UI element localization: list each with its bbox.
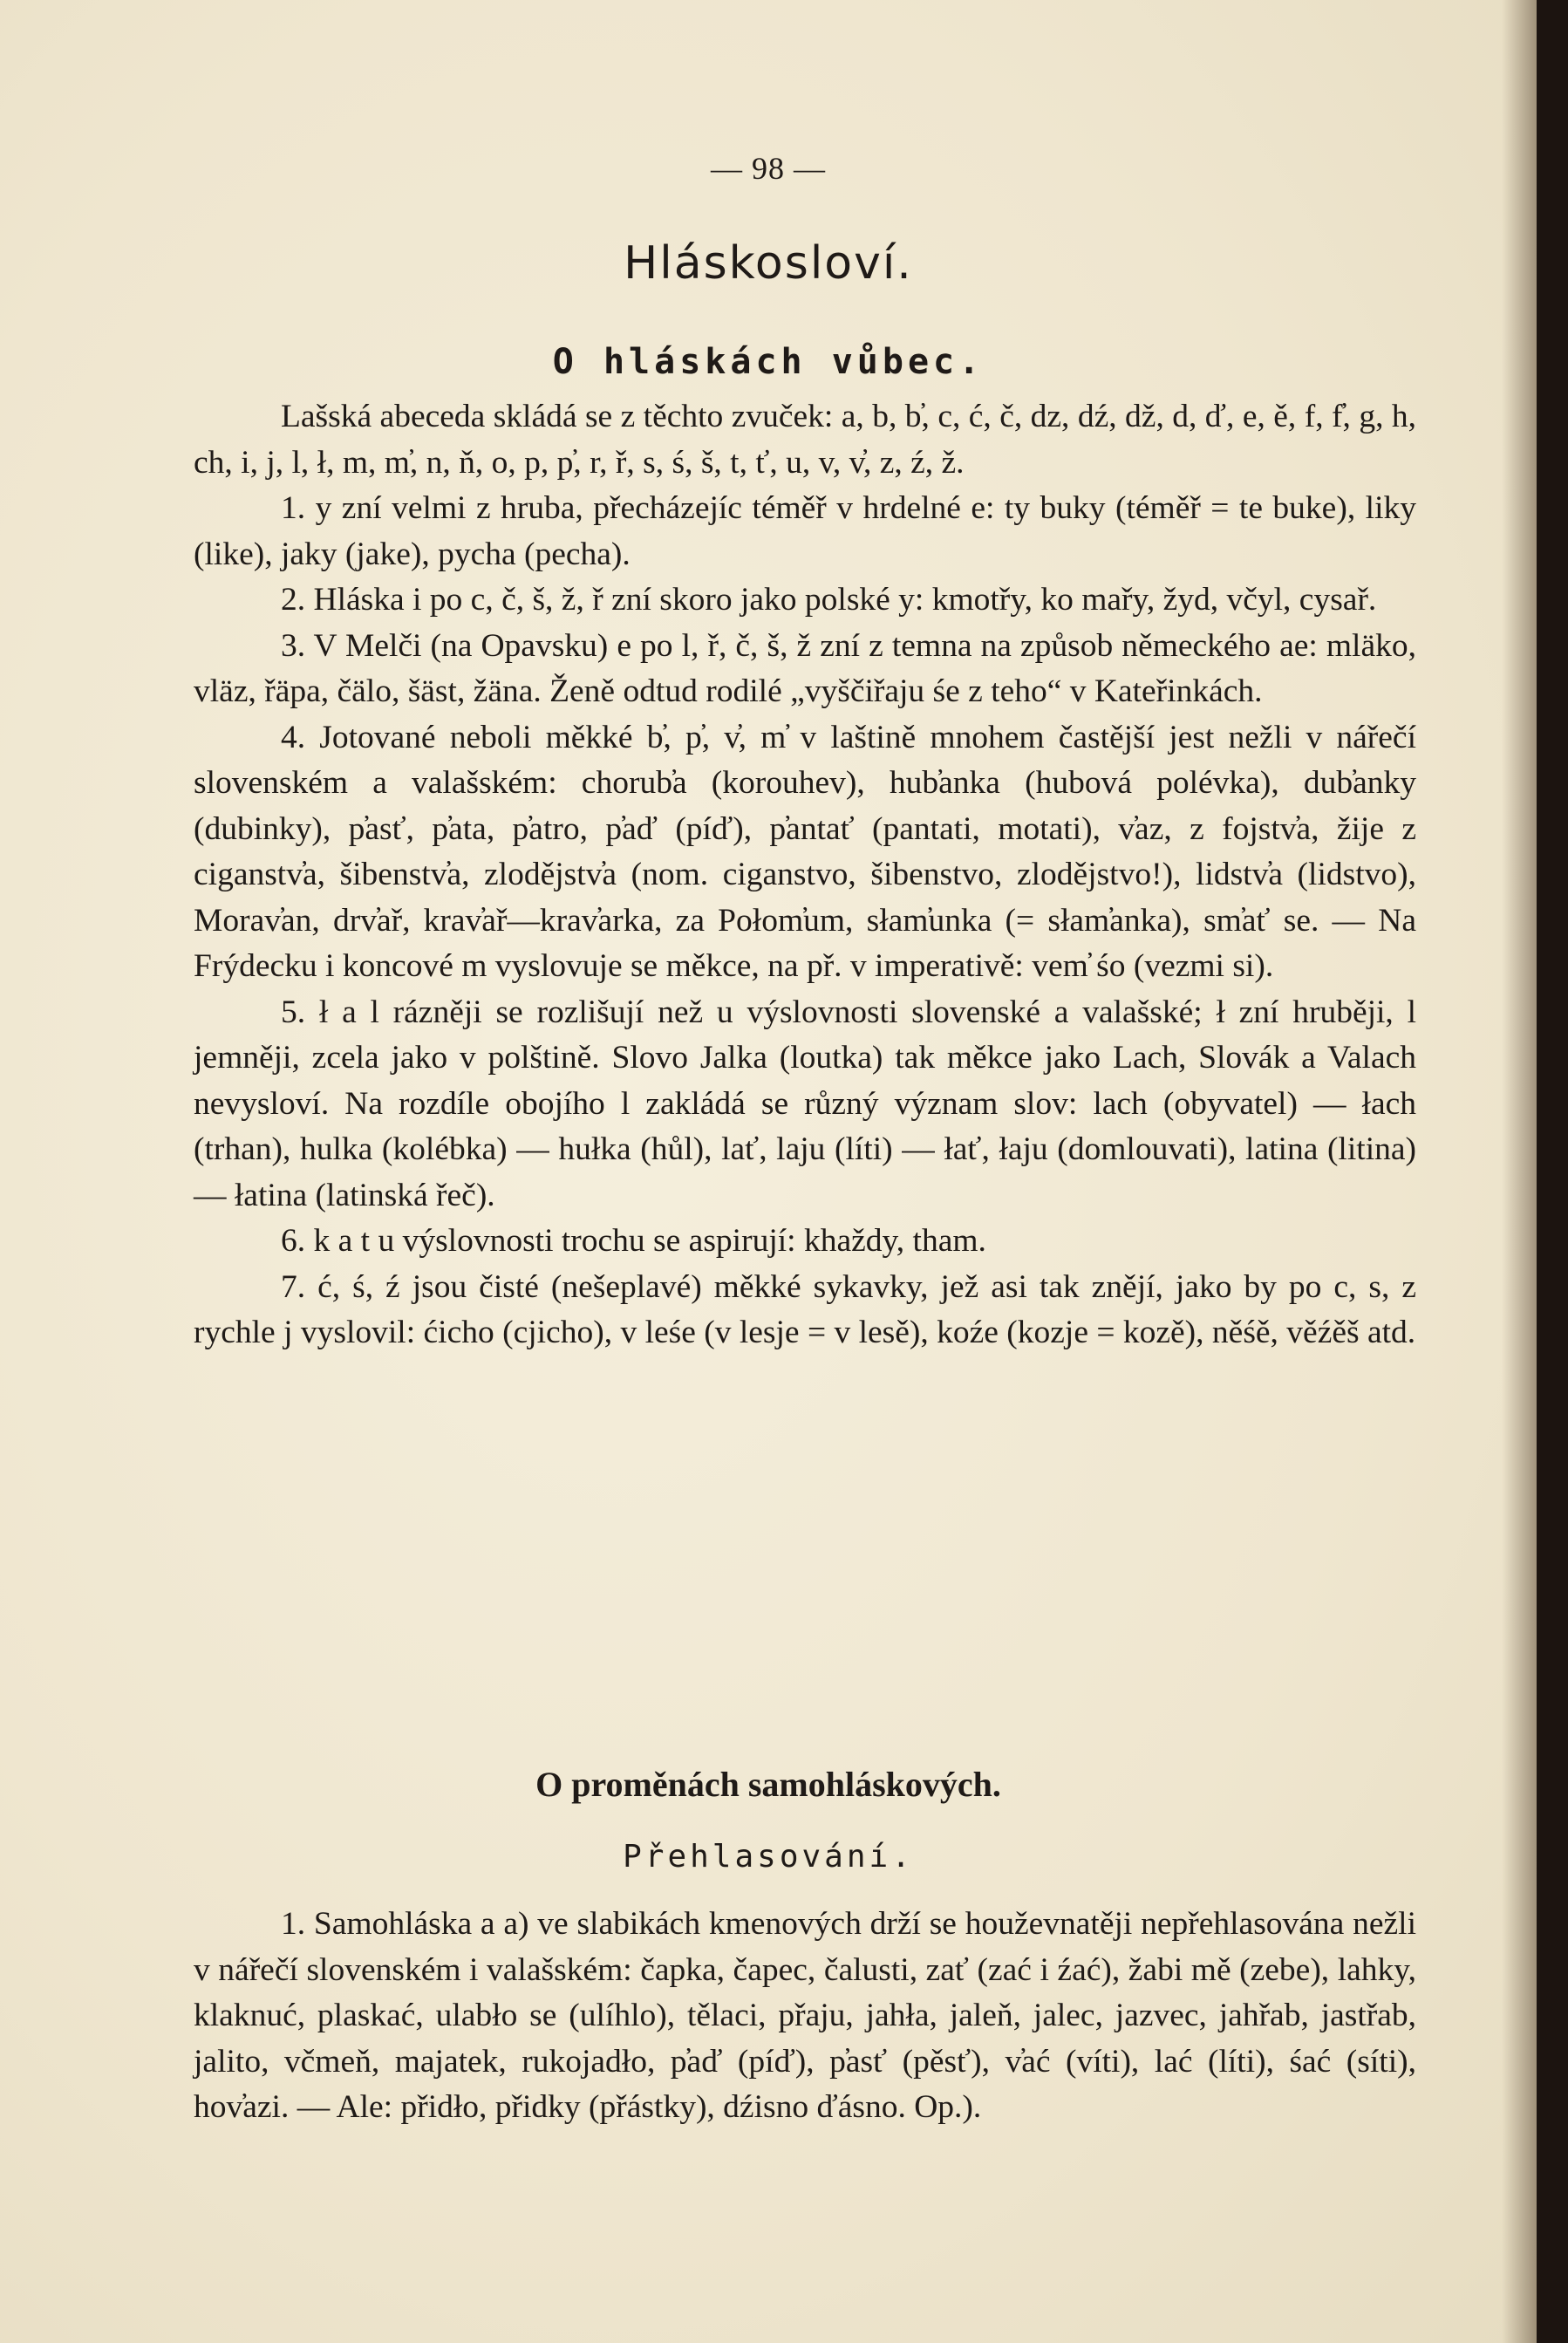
paragraph-2-1: 1. Samohláska a a) ve slabikách kmenových drží se houževnatěji nepřehlasována nežli v nářečí slovenském i valašském: čapka, čapec, čalusti, zať (zać i źać), žabi mě (zebe), lahky, klaknuć, plaskać, ulabło se (ulíhlo), tělaci, přaju, jahła, jaleň, jalec, jazvec, jahřab, jastřab, jalito, včmeň, majatek, rukojadło, p̕aď (píď), p̕asť (pěsť), v̕ać (víti), lać (líti), śać (síti), hov̕azi. — Ale: přidło, přidky (přástky), dźisno ďásno. Op.).	[194, 1906, 1416, 2125]
paragraph-6: 6. k a t u výslovnosti trochu se aspirují: khaždy, tham.	[281, 1223, 986, 1259]
section-title-2: O proměnách samohláskových.	[535, 1765, 1001, 1804]
paragraph-3: 3. V Melči (na Opavsku) e po l, ř, č, š, ž zní z temna na způsob německého ae: mläko, vläz, řäpa, čälo, šäst, žäna. Ženě odtud rodilé „vyščiřaju śe z teho“ v Kateřinkách.	[194, 627, 1416, 709]
body-text-section-2	[194, 1902, 1416, 2131]
paragraph-5: 5. ł a l rázněji se rozlišují než u výslovnosti slovenské a valašské; ł zní hruběji, l jemněji, zcela jako v polštině. Slovo Jalka (loutka) tak měkce jako Lach, Slovák a Valach nevysloví. Na rozdíle obojího l zakládá se různý význam slov: lach (obyvatel) — łach (trhan), hulka (kolébka) — hułka (hůl), lať, laju (líti) — łať, łaju (domlouvati), latina (litina) — łatina (latinská řeč).	[194, 994, 1416, 1213]
paragraph-1: 1. y zní velmi z hruba, přecházejíc téměř v hrdelné e: ty buky (téměř = te buke), liky (like), jaky (jake), pycha (pecha).	[194, 490, 1416, 572]
chapter-title: Hláskosloví.	[624, 237, 913, 290]
paragraph-4: 4. Jotované neboli měkké b̕, p̕, v̕, m̕ v laštině mnohem častější jest nežli v nářečí slovenském a valašském: chorub̕a (korouhev), hub̕anka (hubová polévka), dub̕anky (dubinky), p̕asť, p̕ata, p̕atro, p̕aď (píď), p̕antať (pantati, motati), v̕az, z fojstv̕a, žije z ciganstv̕a, šibenstv̕a, zlodějstv̕a (nom. ciganstvo, šibenstvo, zlodějstvo!), lidstv̕a (lidstvo), Morav̕an, drv̕ař, krav̕ař—krav̕arka, za Połom̕um, słam̕unka (= słam̕anka), sm̕ať se. — Na Frýdecku i koncové m vyslovuje se měkce, na př. v imperativě: vem̕ śo (vezmi si).	[194, 719, 1416, 984]
page-number: — 98 —	[711, 151, 826, 186]
subsection-title: Přehlasování.	[623, 1839, 914, 1875]
paragraph-7: 7. ć, ś, ź jsou čisté (nešeplavé) měkké sykavky, jež asi tak znějí, jako by po c, s, z rychle j vyslovil: ćicho (cjicho), v leśe (v lesje = v lesě), koźe (kozje = kozě), něśě, věźěš atd.	[194, 1268, 1416, 1350]
paragraph-alphabet: Lašská abeceda skládá se z těchto zvuček: a, b, b̕, c, ć, č, dz, dź, dž, d, ď, e, ě, f, f̕, g, h, ch, i, j, l, ł, m, m̕, n, ň, o, p, p̕, r, ř, s, ś, š, t, ť, u, v, v̕, z, ź, ž.	[194, 399, 1416, 481]
section-title: O hláskách vůbec.	[552, 342, 985, 382]
paragraph-2: 2. Hláska i po c, č, š, ž, ř zní skoro jako polské y: kmotřy, ko mařy, žyd, včyl, cysař.	[281, 582, 1377, 618]
body-text-section-1	[194, 394, 1416, 1356]
